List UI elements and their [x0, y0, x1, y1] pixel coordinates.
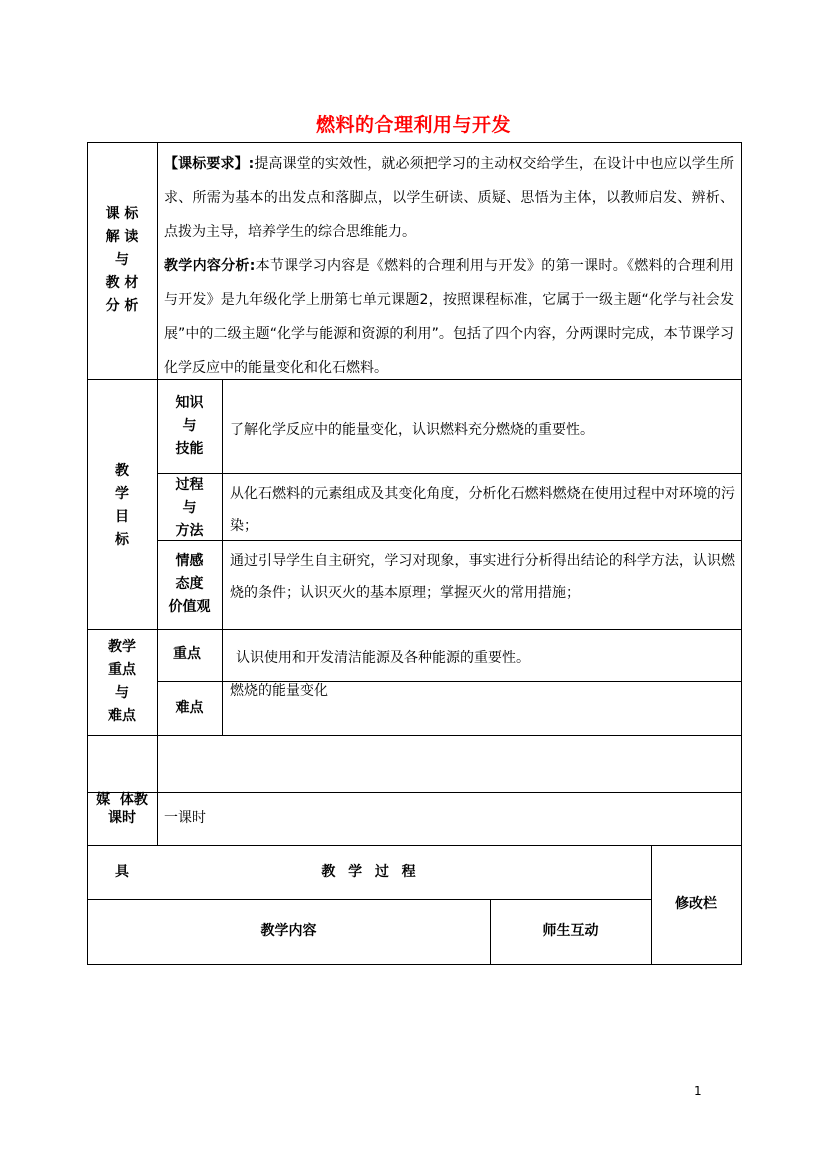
- page-number: 1: [694, 1084, 702, 1098]
- goal-knowledge-label: 知识 与 技能: [175, 395, 204, 457]
- goal-knowledge-text: 了解化学反应中的能量变化，认识燃料充分燃烧的重要性。: [230, 422, 594, 438]
- goal-process-label: 过程 与 方法: [175, 477, 204, 539]
- difficult-point-text: 燃烧的能量变化: [230, 683, 328, 699]
- goal-attitude-text: 通过引导学生自主研究，学习对现象，事实进行分析得出结论的科学方法，认识燃烧的条件；认识灭火的基本原理；掌握灭火的常用措施；: [230, 553, 735, 601]
- media-tools-label: 媒 体教 具: [96, 792, 148, 880]
- curriculum-requirements: [164, 147, 734, 249]
- analysis-text: 本节课学习内容是《燃料的合理利用与开发》的第一课时。《燃料的合理利用与开发》是九年级化学上册第七单元课题2，按照课程标准，它属于一级主题“化学与社会发展”中的二级主题“化学与能源和资源的利用”。包括了四个内容，分两课时完成，本节课学习化学反应中的能量变化和化石燃料。: [164, 258, 734, 376]
- section-goals-label: 教 学 目 标: [115, 463, 129, 548]
- analysis-label: 教学内容分析:: [164, 258, 256, 274]
- difficult-point-label: 难点: [175, 700, 204, 716]
- requirements-label: 【课标要求】:: [164, 156, 255, 172]
- goal-attitude-label: 情感 态度 价值观: [168, 553, 211, 615]
- key-point-label: 重点: [173, 646, 201, 662]
- process-header: 教 学 过 程: [321, 864, 417, 880]
- teaching-content-header: 教学内容: [260, 923, 317, 939]
- revision-column-header: 修改栏: [675, 896, 717, 912]
- key-point-text: 认识使用和开发清洁能源及各种能源的重要性。: [236, 650, 530, 666]
- requirements-text: 提高课堂的实效性，就必须把学习的主动权交给学生，在设计中也应以学生所求、所需为基本的出发点和落脚点，以学生研读、质疑、思悟为主体，以教师启发、辨析、点拨为主导，培养学生的综合思维能力。: [164, 156, 734, 240]
- content-analysis: [164, 249, 734, 385]
- goal-process-text: 从化石燃料的元素组成及其变化角度，分析化石燃料燃烧在使用过程中对环境的污染；: [230, 486, 735, 534]
- interaction-header: 师生互动: [542, 923, 599, 939]
- class-hours-label: 课时: [108, 810, 136, 826]
- section-curriculum-label: 课 标 解 读 与 教 材 分 析: [105, 206, 139, 314]
- section-keypoints-label: 教学 重点 与 难点: [108, 639, 136, 724]
- document-title: 燃料的合理利用与开发: [315, 114, 511, 136]
- class-hours-text: 一课时: [164, 810, 206, 826]
